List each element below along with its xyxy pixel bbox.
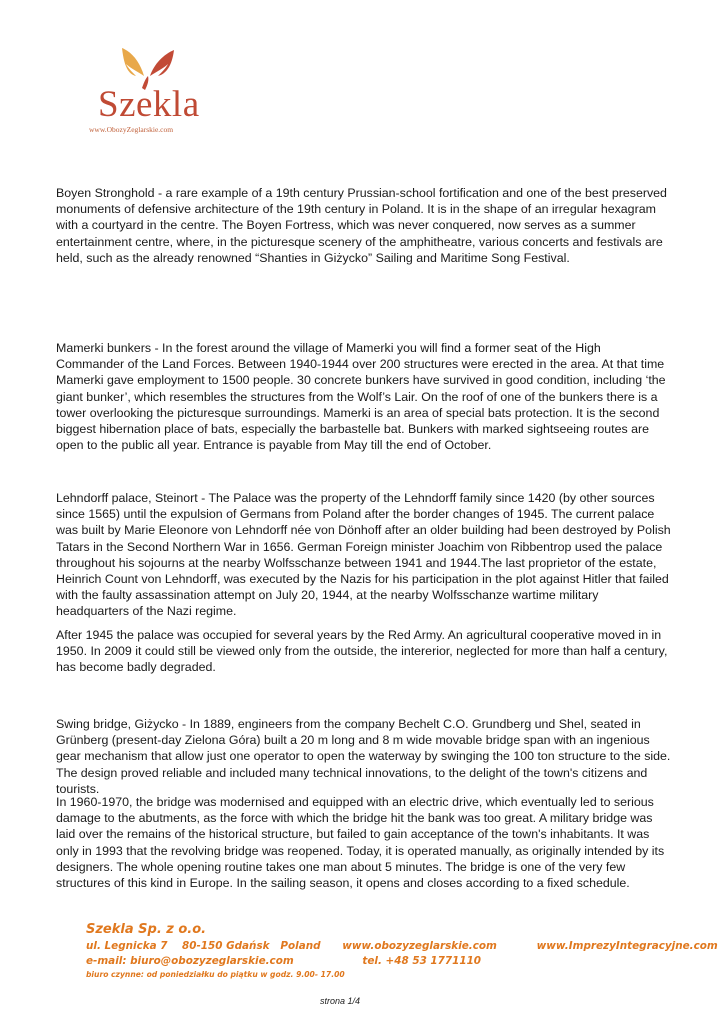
logo-wordmark: Szekla	[98, 84, 200, 125]
paragraph-boyen-stronghold: Boyen Stronghold - a rare example of a 19th century Prussian-school fortification and one of the best preserved monuments of defensive architecture of the 19th century in Poland. It is in the shape of an irregular hexagram with a courtyard in the centre. The Boyen Fortress, which was never conquered, now serves as a summer entertainment centre, where, in the picturesque scenery of the amphitheatre, various concerts and festivals are held, such as the already renowned “Shanties in Giżycko” Sailing and Maritime Song Festival.	[56, 186, 667, 265]
paragraph-mamerki-bunkers: Mamerki bunkers - In the forest around the village of Mamerki you will find a former seat of the High Commander of the Land Forces. Between 1940-1944 over 200 structures were erected in the area. At that time Mamerki gave employment to 1500 people. 30 concrete bunkers have survived in good condition, including ‘the giant bunker’, which resembles the structures from the Wolf’s Lair. On the roof of one of the bunkers there is a tower overlooking the picturesque surroundings. Mamerki is an area of special bats protection. It is the second biggest hibernation place of bats, especially the barbastelle bat. Bunkers with marked sightseeing routes are open to the public all year. Entrance is payable from May till the end of October.	[56, 341, 666, 453]
footer-address-line: ul. Legnicka 7 80-150 Gdańsk Poland www.obozyzeglarskie.com www.ImprezyIntegracyjne.com	[86, 940, 718, 952]
page-number: strona 1/4	[320, 996, 361, 1006]
footer-office-hours: biuro czynne: od poniedziałku do piątku w godz. 9.00- 17.00	[86, 970, 345, 979]
paragraph-bridge-modernisation: In 1960-1970, the bridge was modernised and equipped with an electric drive, which eventually led to serious damage to the abutments, as the force with which the bridge hit the bank was too great. A military bridge was laid over the remains of the historical structure, but failed to gain acceptance of the town's inhabitants. It was only in 1993 that the revolving bridge was reopened. Today, it is operated manually, as originally intended by its designers. The whole opening routine takes one man about 5 minutes. The bridge is one of the very few structures of this kind in Europe. In the sailing season, it opens and closes according to a fixed schedule.	[56, 795, 665, 891]
paragraph-lehndorff-palace: Lehndorff palace, Steinort - The Palace was the property of the Lehndorff family since 1420 (by other sources since 1565) until the expulsion of Germans from Poland after the border changes of 1945. The current palace was built by Marie Eleonore von Lehndorff née von Dönhoff after an older building had been destroyed by Polish Tatars in the Second Northern War in 1656. German Foreign minister Joachim von Ribbentrop used the palace throughout his sojourns at the nearby Wolfsschanze between 1941 and 1944.The last proprietor of the estate, Heinrich Count von Lehndorff, was executed by the Nazis for his participation in the plot against Hitler that failed with the faulty assassination attempt on July 20, 1944, at the nearby Wolfsschanze wartime military headquarters of the Nazi regime.	[56, 491, 671, 619]
footer-company-name: Szekla Sp. z o.o.	[86, 922, 207, 937]
paragraph-palace-after-1945: After 1945 the palace was occupied for several years by the Red Army. An agricultural cooperative moved in in 1950. In 2009 it could still be viewed only from the outside, the intererior, neglected for more than half a century, has become badly degraded.	[56, 628, 668, 675]
logo-url: www.ObozyZeglarskie.com	[89, 125, 174, 134]
company-logo	[88, 46, 208, 136]
footer-contact-line: e-mail: biuro@obozyzeglarskie.com tel. +48 53 1771110	[86, 955, 482, 967]
paragraph-swing-bridge: Swing bridge, Giżycko - In 1889, engineers from the company Bechelt C.O. Grundberg und Shel, seated in Grünberg (present-day Zielona Góra) built a 20 m long and 8 m wide movable bridge span with an ingenious gear mechanism that allow just one operator to open the waterway by swinging the 100 ton structure to the side. The design proved reliable and included many technical innovations, to the delight of the town's citizens and tourists.	[56, 717, 671, 796]
